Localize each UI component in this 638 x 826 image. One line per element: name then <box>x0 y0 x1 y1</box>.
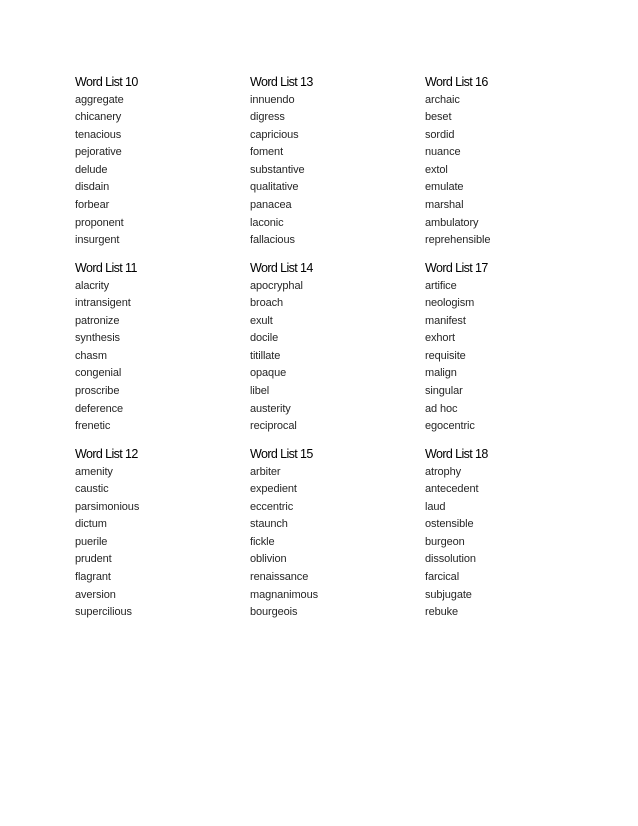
vocabulary-word: chasm <box>75 349 107 362</box>
vocabulary-word: disdain <box>75 181 110 194</box>
word-list <box>75 74 255 250</box>
vocabulary-word: supercilious <box>75 606 132 619</box>
vocabulary-word: amenity <box>75 465 113 478</box>
vocabulary-word: capricious <box>250 128 299 141</box>
vocabulary-word: exhort <box>425 332 455 345</box>
word-list <box>425 74 605 250</box>
word-list <box>250 260 430 436</box>
vocabulary-word: archaic <box>425 93 460 106</box>
vocabulary-word: bourgeois <box>250 606 298 619</box>
vocabulary-word: tenacious <box>75 128 122 141</box>
vocabulary-word: deference <box>75 402 124 415</box>
word-list <box>250 74 430 250</box>
vocabulary-word: laconic <box>250 216 284 229</box>
vocabulary-word: oblivion <box>250 553 287 566</box>
vocabulary-word: alacrity <box>75 279 110 292</box>
vocabulary-word: puerile <box>75 535 108 548</box>
vocabulary-word: substantive <box>250 163 305 176</box>
word-list-items <box>75 92 255 250</box>
vocabulary-word: reprehensible <box>425 234 491 247</box>
word-list-title: Word List 17 <box>425 261 488 275</box>
vocabulary-word: intransigent <box>75 297 131 310</box>
vocabulary-word: egocentric <box>425 420 475 433</box>
vocabulary-word: subjugate <box>425 588 472 601</box>
vocabulary-word: panacea <box>250 199 292 212</box>
vocabulary-word: opaque <box>250 367 287 380</box>
vocabulary-word: reciprocal <box>250 420 297 433</box>
vocabulary-word: broach <box>250 297 284 310</box>
word-list <box>250 446 430 622</box>
vocabulary-word: digress <box>250 111 285 124</box>
vocabulary-word: flagrant <box>75 571 111 584</box>
vocabulary-word: qualitative <box>250 181 299 194</box>
vocabulary-word: aggregate <box>75 93 124 106</box>
vocabulary-word: atrophy <box>425 465 461 478</box>
vocabulary-word: frenetic <box>75 420 111 433</box>
vocabulary-word: proponent <box>75 216 124 229</box>
vocabulary-word: farcical <box>425 571 460 584</box>
word-list-items <box>425 464 605 622</box>
vocabulary-word: libel <box>250 385 270 398</box>
vocabulary-word: artifice <box>425 279 457 292</box>
vocabulary-word: pejorative <box>75 146 122 159</box>
vocabulary-word: sordid <box>425 128 455 141</box>
vocabulary-word: fallacious <box>250 234 295 247</box>
vocabulary-word: requisite <box>425 349 466 362</box>
word-list-items <box>75 278 255 436</box>
vocabulary-word: prudent <box>75 553 112 566</box>
word-list-title: Word List 14 <box>250 261 313 275</box>
word-list <box>75 446 255 622</box>
word-list-items <box>425 92 605 250</box>
word-list-items <box>75 464 255 622</box>
word-list-items <box>250 278 430 436</box>
vocabulary-word: patronize <box>75 314 120 327</box>
vocabulary-word: foment <box>250 146 284 159</box>
vocabulary-word: burgeon <box>425 535 465 548</box>
vocabulary-word: austerity <box>250 402 291 415</box>
vocabulary-word: ambulatory <box>425 216 479 229</box>
vocabulary-word: ad hoc <box>425 402 458 415</box>
vocabulary-word: delude <box>75 163 108 176</box>
vocabulary-word: exult <box>250 314 273 327</box>
vocabulary-word: arbiter <box>250 465 281 478</box>
vocabulary-word: extol <box>425 163 448 176</box>
word-list <box>75 260 255 436</box>
vocabulary-word: antecedent <box>425 483 479 496</box>
word-list-title: Word List 13 <box>250 75 313 89</box>
vocabulary-word: staunch <box>250 518 288 531</box>
vocabulary-word: magnanimous <box>250 588 318 601</box>
vocabulary-word: nuance <box>425 146 461 159</box>
vocabulary-word: docile <box>250 332 279 345</box>
vocabulary-word: renaissance <box>250 571 309 584</box>
vocabulary-word: fickle <box>250 535 275 548</box>
vocabulary-word: caustic <box>75 483 109 496</box>
vocabulary-word: insurgent <box>75 234 120 247</box>
word-list-title: Word List 16 <box>425 75 488 89</box>
vocabulary-word: eccentric <box>250 500 294 513</box>
vocabulary-word: proscribe <box>75 385 120 398</box>
word-list-title: Word List 10 <box>75 75 138 89</box>
vocabulary-word: manifest <box>425 314 466 327</box>
vocabulary-word: chicanery <box>75 111 122 124</box>
vocabulary-word: emulate <box>425 181 464 194</box>
vocabulary-word: dissolution <box>425 553 476 566</box>
vocabulary-word: marshal <box>425 199 464 212</box>
word-list-title: Word List 18 <box>425 447 488 461</box>
word-list-items <box>250 464 430 622</box>
word-list-title: Word List 15 <box>250 447 313 461</box>
vocabulary-word: ostensible <box>425 518 474 531</box>
vocabulary-word: rebuke <box>425 606 459 619</box>
vocabulary-word: neologism <box>425 297 475 310</box>
vocabulary-word: apocryphal <box>250 279 303 292</box>
vocabulary-word: singular <box>425 385 463 398</box>
word-list-items <box>425 278 605 436</box>
vocabulary-word: laud <box>425 500 446 513</box>
word-list-items <box>250 92 430 250</box>
vocabulary-word: titillate <box>250 349 281 362</box>
vocabulary-word: aversion <box>75 588 116 601</box>
vocabulary-word: expedient <box>250 483 297 496</box>
vocabulary-word: synthesis <box>75 332 120 345</box>
vocabulary-word: malign <box>425 367 457 380</box>
word-list <box>425 446 605 622</box>
vocabulary-word: congenial <box>75 367 122 380</box>
word-list-title: Word List 12 <box>75 447 138 461</box>
vocabulary-word: dictum <box>75 518 107 531</box>
word-list <box>425 260 605 436</box>
vocabulary-word: innuendo <box>250 93 295 106</box>
vocabulary-word: beset <box>425 111 452 124</box>
vocabulary-word: forbear <box>75 199 110 212</box>
vocabulary-word: parsimonious <box>75 500 140 513</box>
word-list-title: Word List 11 <box>75 261 137 275</box>
